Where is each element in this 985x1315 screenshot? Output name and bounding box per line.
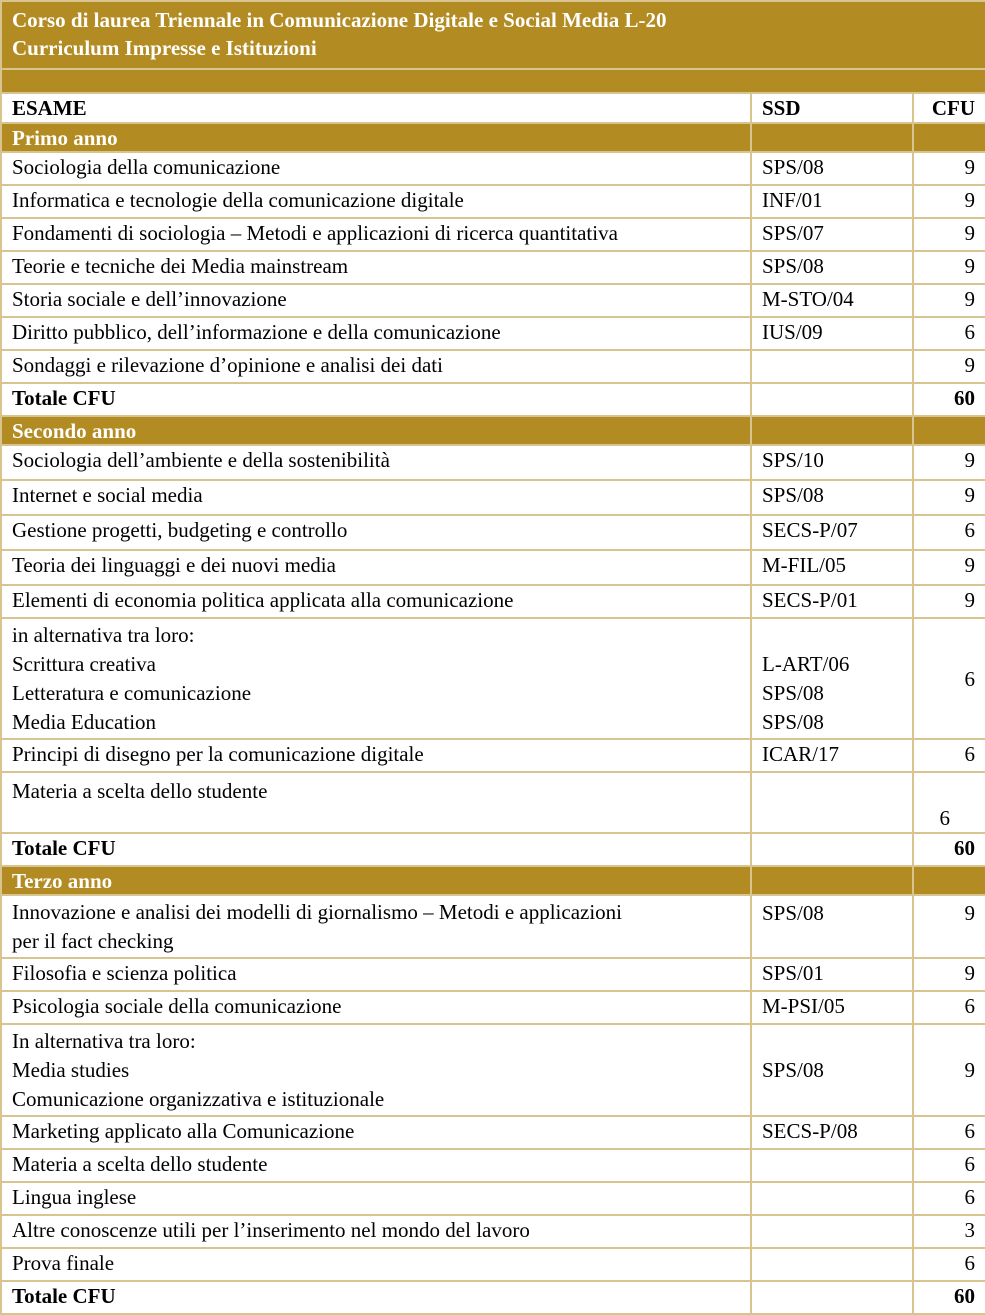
exam-cell: Gestione progetti, budgeting e controllo	[1, 515, 751, 550]
ssd-cell: M-PSI/05	[751, 991, 913, 1024]
ssd-cell: SECS-P/07	[751, 515, 913, 550]
table-row	[1, 515, 985, 550]
ssd-cell	[751, 833, 913, 866]
section-row-primo-anno	[1, 123, 985, 152]
alternative-option: Media Education	[12, 710, 157, 734]
spacer-cell	[1, 69, 985, 93]
cfu-cell: 9	[913, 350, 985, 383]
section-row-terzo-anno	[1, 866, 985, 895]
cfu-cell: 6	[913, 1116, 985, 1149]
alternative-row	[1, 618, 985, 739]
exam-cell: Prova finale	[1, 1248, 751, 1281]
total-row	[1, 383, 985, 416]
ssd-cell: SPS/08	[751, 895, 913, 958]
cfu-cell: 6	[913, 739, 985, 772]
header-exam: ESAME	[1, 93, 751, 123]
total-row	[1, 833, 985, 866]
exam-cell: Sondaggi e rilevazione d’opinione e analisi dei dati	[1, 350, 751, 383]
ssd-cell	[751, 383, 913, 416]
table-row	[1, 585, 985, 618]
alternative-option: Media studies	[12, 1058, 130, 1082]
alternative-row	[1, 1024, 985, 1116]
table-row	[1, 1149, 985, 1182]
section-row-secondo-anno	[1, 416, 985, 445]
total-label: Totale CFU	[1, 833, 751, 866]
table-row	[1, 445, 985, 480]
alternative-option: Scrittura creativa	[12, 652, 157, 676]
cfu-cell: 9	[913, 1024, 985, 1116]
section-filler	[913, 123, 985, 152]
section-label: Primo anno	[1, 123, 751, 152]
cfu-cell: 6	[913, 991, 985, 1024]
exam-cell: Teorie e tecniche dei Media mainstream	[1, 251, 751, 284]
exam-cell	[1, 895, 751, 958]
exam-cell: Internet e social media	[1, 480, 751, 515]
section-filler	[913, 866, 985, 895]
alternative-ssd: SPS/08	[762, 681, 824, 705]
cfu-cell: 6	[913, 618, 985, 739]
cfu-cell: 6	[913, 772, 985, 833]
section-filler	[751, 416, 913, 445]
cfu-cell: 6	[913, 1248, 985, 1281]
ssd-cell: IUS/09	[751, 317, 913, 350]
cfu-cell: 6	[913, 317, 985, 350]
table-row	[1, 550, 985, 585]
table-row	[1, 772, 985, 833]
cfu-cell: 6	[913, 1149, 985, 1182]
table-row	[1, 480, 985, 515]
ssd-cell: M-FIL/05	[751, 550, 913, 585]
ssd-cell	[751, 1149, 913, 1182]
alternative-intro: in alternativa tra loro:	[12, 623, 195, 647]
cfu-cell: 9	[913, 185, 985, 218]
ssd-cell: SPS/08	[751, 480, 913, 515]
table-row	[1, 958, 985, 991]
cfu-cell: 9	[913, 895, 985, 958]
title-line-2: Curriculum Impresse e Istituzioni	[12, 36, 317, 60]
ssd-cell: SPS/08	[751, 1024, 913, 1116]
ssd-cell: SPS/01	[751, 958, 913, 991]
cfu-cell: 9	[913, 152, 985, 185]
exam-cell: Informatica e tecnologie della comunicazione digitale	[1, 185, 751, 218]
section-filler	[751, 123, 913, 152]
alternative-intro: In alternativa tra loro:	[12, 1029, 196, 1053]
cfu-cell: 6	[913, 1182, 985, 1215]
alternative-option: Letteratura e comunicazione	[12, 681, 252, 705]
cfu-cell: 9	[913, 251, 985, 284]
ssd-cell: SECS-P/01	[751, 585, 913, 618]
exam-cell: Psicologia sociale della comunicazione	[1, 991, 751, 1024]
cfu-cell: 9	[913, 445, 985, 480]
cfu-cell: 9	[913, 958, 985, 991]
section-filler	[913, 416, 985, 445]
cfu-cell: 9	[913, 585, 985, 618]
table-row	[1, 185, 985, 218]
table-row	[1, 218, 985, 251]
exam-cell: Storia sociale e dell’innovazione	[1, 284, 751, 317]
exam-cell: Filosofia e scienza politica	[1, 958, 751, 991]
cfu-cell: 6	[913, 515, 985, 550]
ssd-cell	[751, 350, 913, 383]
ssd-cell	[751, 618, 913, 739]
table-row	[1, 1116, 985, 1149]
table-row	[1, 991, 985, 1024]
title-line-1: Corso di laurea Triennale in Comunicazione Digitale e Social Media L-20	[12, 8, 667, 32]
cfu-cell: 9	[913, 480, 985, 515]
ssd-cell	[751, 1248, 913, 1281]
title-row	[1, 1, 985, 69]
cfu-cell: 3	[913, 1215, 985, 1248]
exam-cell: Marketing applicato alla Comunicazione	[1, 1116, 751, 1149]
ssd-cell	[751, 772, 913, 833]
ssd-cell	[751, 1215, 913, 1248]
exam-cell	[1, 618, 751, 739]
ssd-cell: SECS-P/08	[751, 1116, 913, 1149]
alternative-option: Comunicazione organizzativa e istituzionale	[12, 1087, 385, 1111]
cfu-cell: 9	[913, 218, 985, 251]
exam-line: Innovazione e analisi dei modelli di giornalismo – Metodi e applicazioni	[12, 900, 623, 924]
exam-cell: Principi di disegno per la comunicazione digitale	[1, 739, 751, 772]
ssd-cell: SPS/08	[751, 152, 913, 185]
exam-cell: Sociologia della comunicazione	[1, 152, 751, 185]
table-row	[1, 251, 985, 284]
header-ssd: SSD	[751, 93, 913, 123]
exam-cell: Materia a scelta dello studente	[1, 772, 751, 833]
header-cfu: CFU	[913, 93, 985, 123]
exam-cell: Diritto pubblico, dell’informazione e della comunicazione	[1, 317, 751, 350]
total-value: 60	[913, 383, 985, 416]
ssd-cell: SPS/10	[751, 445, 913, 480]
cfu-cell: 9	[913, 550, 985, 585]
ssd-cell: M-STO/04	[751, 284, 913, 317]
ssd-cell: ICAR/17	[751, 739, 913, 772]
section-label: Secondo anno	[1, 416, 751, 445]
section-label: Terzo anno	[1, 866, 751, 895]
exam-cell: Fondamenti di sociologia – Metodi e applicazioni di ricerca quantitativa	[1, 218, 751, 251]
exam-cell	[1, 1024, 751, 1116]
ssd-cell: INF/01	[751, 185, 913, 218]
table-row	[1, 317, 985, 350]
ssd-cell: SPS/07	[751, 218, 913, 251]
exam-line: per il fact checking	[12, 929, 174, 953]
ssd-cell	[751, 1182, 913, 1215]
table-row	[1, 739, 985, 772]
spacer-row	[1, 69, 985, 93]
table-row	[1, 895, 985, 958]
total-value: 60	[913, 833, 985, 866]
total-label: Totale CFU	[1, 1281, 751, 1314]
exam-cell: Materia a scelta dello studente	[1, 1149, 751, 1182]
ssd-cell: SPS/08	[751, 251, 913, 284]
exam-cell: Teoria dei linguaggi e dei nuovi media	[1, 550, 751, 585]
total-row	[1, 1281, 985, 1314]
table-title	[1, 1, 985, 69]
table-row	[1, 1248, 985, 1281]
total-label: Totale CFU	[1, 383, 751, 416]
exam-cell: Altre conoscenze utili per l’inserimento nel mondo del lavoro	[1, 1215, 751, 1248]
exam-cell: Sociologia dell’ambiente e della sostenibilità	[1, 445, 751, 480]
total-value: 60	[913, 1281, 985, 1314]
table-row	[1, 152, 985, 185]
cfu-cell: 9	[913, 284, 985, 317]
header-row	[1, 93, 985, 123]
table-row	[1, 284, 985, 317]
table-row	[1, 1215, 985, 1248]
alternative-ssd: L-ART/06	[762, 652, 850, 676]
exam-cell: Elementi di economia politica applicata alla comunicazione	[1, 585, 751, 618]
table-row	[1, 1182, 985, 1215]
ssd-cell	[751, 1281, 913, 1314]
section-filler	[751, 866, 913, 895]
exam-cell: Lingua inglese	[1, 1182, 751, 1215]
table-row	[1, 350, 985, 383]
alternative-ssd: SPS/08	[762, 710, 824, 734]
